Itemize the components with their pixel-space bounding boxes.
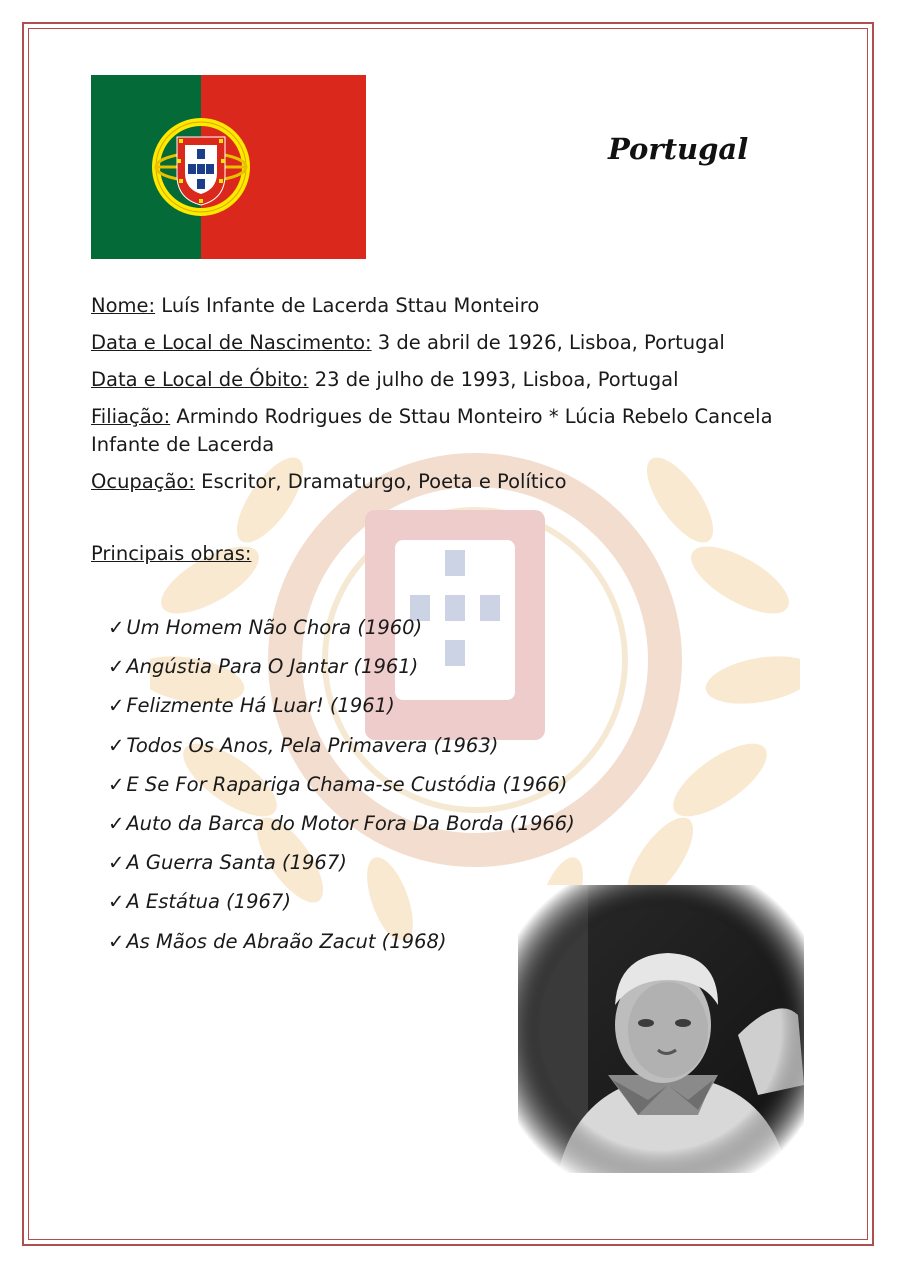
checkmark-icon: ✓ bbox=[108, 655, 125, 679]
checkmark-icon: ✓ bbox=[108, 733, 125, 757]
list-item: ✓ Auto da Barca do Motor Fora Da Borda (1966) bbox=[108, 811, 575, 835]
portugal-flag-icon bbox=[91, 75, 366, 259]
info-birth: Data e Local de Nascimento: 3 de abril de 1926, Lisboa, Portugal bbox=[91, 331, 725, 354]
list-item: ✓ Angústia Para O Jantar (1961) bbox=[108, 655, 419, 679]
checkmark-icon: ✓ bbox=[108, 616, 125, 639]
list-item: ✓ Todos Os Anos, Pela Primavera (1963) bbox=[108, 733, 499, 757]
checkmark-icon: ✓ bbox=[108, 851, 125, 875]
list-item: ✓ Felizmente Há Luar! (1961) bbox=[108, 694, 395, 718]
checkmark-icon: ✓ bbox=[108, 811, 125, 835]
biography-info bbox=[91, 292, 791, 505]
list-item: ✓ A Guerra Santa (1967) bbox=[108, 851, 347, 875]
author-portrait bbox=[518, 885, 804, 1173]
checkmark-icon: ✓ bbox=[108, 772, 125, 796]
list-item: ✓ E Se For Rapariga Chama-se Custódia (1966) bbox=[108, 772, 568, 796]
works-list bbox=[108, 614, 575, 967]
list-item: ✓ A Estátua (1967) bbox=[108, 890, 291, 914]
checkmark-icon: ✓ bbox=[108, 694, 125, 718]
info-death: Data e Local de Óbito: 23 de julho de 1993, Lisboa, Portugal bbox=[91, 368, 679, 391]
list-item: ✓ Um Homem Não Chora (1960) bbox=[108, 616, 423, 639]
country-title: Portugal bbox=[608, 132, 749, 166]
info-name: Nome: Luís Infante de Lacerda Sttau Monteiro bbox=[91, 294, 540, 317]
checkmark-icon: ✓ bbox=[108, 890, 125, 914]
checkmark-icon: ✓ bbox=[108, 929, 125, 953]
list-item: ✓ As Mãos de Abraão Zacut (1968) bbox=[108, 929, 447, 953]
works-heading: Principais obras: bbox=[91, 542, 252, 565]
info-occupation: Ocupação: Escritor, Dramaturgo, Poeta e Político bbox=[91, 470, 567, 493]
info-parents: Filiação: Armindo Rodrigues de Sttau Monteiro * Lúcia Rebelo Cancela Infante de Lacerda bbox=[91, 405, 773, 456]
